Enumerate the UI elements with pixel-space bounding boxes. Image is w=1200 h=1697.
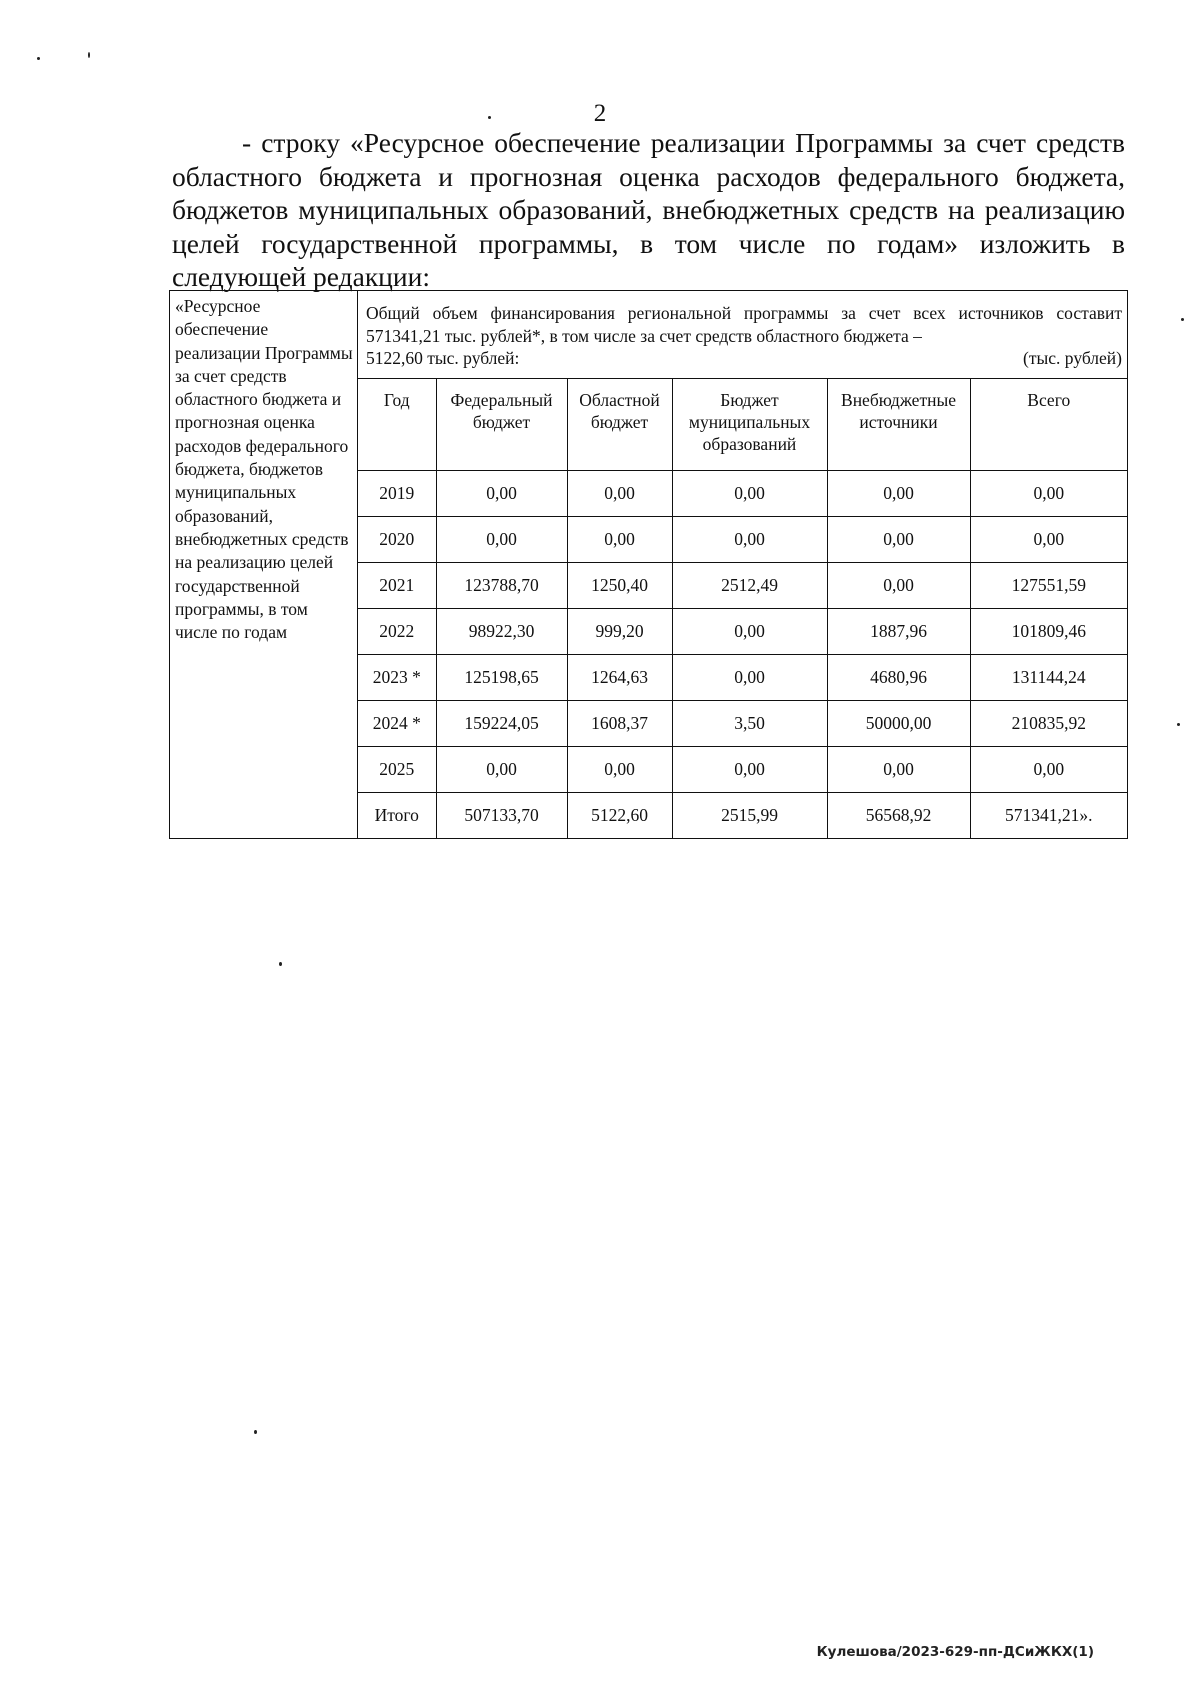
- program-passport-table: [169, 290, 1128, 839]
- table-total-row: [358, 792, 1127, 838]
- header-municipal-budget: Бюджет муниципальных образований: [672, 378, 827, 470]
- cell-regional: 0,00: [567, 746, 672, 792]
- funding-intro-unit: (тыс. рублей): [1023, 348, 1122, 368]
- funding-intro: [358, 291, 1127, 378]
- cell-municipal: 0,00: [672, 470, 827, 516]
- scan-speck: [1177, 723, 1180, 726]
- cell-extrabudgetary: 56568,92: [827, 792, 970, 838]
- cell-municipal: 0,00: [672, 746, 827, 792]
- header-extrabudgetary-sources: Внебюджетные источники: [827, 378, 970, 470]
- scan-speck: [279, 962, 282, 966]
- scan-speck: [1181, 318, 1184, 321]
- cell-federal: 98922,30: [436, 608, 567, 654]
- cell-year: 2019: [358, 470, 436, 516]
- document-footer-id: Кулешова/2023-629-пп-ДСиЖКХ(1): [816, 1644, 1094, 1660]
- cell-federal: 0,00: [436, 516, 567, 562]
- table-row: [358, 700, 1127, 746]
- cell-regional: 0,00: [567, 516, 672, 562]
- cell-year: 2023 *: [358, 654, 436, 700]
- cell-total: 571341,21».: [970, 792, 1127, 838]
- cell-federal: 159224,05: [436, 700, 567, 746]
- cell-federal: 0,00: [436, 470, 567, 516]
- page-number: 2: [593, 100, 607, 127]
- cell-regional: 5122,60: [567, 792, 672, 838]
- cell-year: 2025: [358, 746, 436, 792]
- cell-regional: 1608,37: [567, 700, 672, 746]
- cell-federal: 125198,65: [436, 654, 567, 700]
- funding-intro-last-line: [366, 347, 1122, 370]
- cell-municipal: 0,00: [672, 516, 827, 562]
- cell-total: 0,00: [970, 516, 1127, 562]
- passport-label: «Ресурсное обеспечение реализации Программы за счет средств областного бюджета и прогнозная оценка расходов федерального бюджета, бюджетов муниципальных образований, внебюджетных средств на реализацию целей государственной программы, в том числе по годам: [175, 296, 353, 643]
- cell-extrabudgetary: 50000,00: [827, 700, 970, 746]
- cell-total: 131144,24: [970, 654, 1127, 700]
- table-row: [358, 562, 1127, 608]
- cell-federal: 123788,70: [436, 562, 567, 608]
- header-regional-budget: Областной бюджет: [567, 378, 672, 470]
- funding-intro-main: Общий объем финансирования региональной программы за счет всех источников составит 571341,21 тыс. рублей*, в том числе за счет средств областного бюджета –: [366, 303, 1122, 346]
- cell-year: 2021: [358, 562, 436, 608]
- cell-municipal: 0,00: [672, 608, 827, 654]
- header-total: Всего: [970, 378, 1127, 470]
- header-federal-budget: Федеральный бюджет: [436, 378, 567, 470]
- cell-year: 2022: [358, 608, 436, 654]
- cell-total: 0,00: [970, 470, 1127, 516]
- cell-municipal: 2515,99: [672, 792, 827, 838]
- passport-label-cell: [170, 291, 358, 839]
- table-row: [358, 608, 1127, 654]
- funding-intro-amount: 5122,60 тыс. рублей:: [366, 348, 520, 368]
- cell-federal: 507133,70: [436, 792, 567, 838]
- cell-regional: 999,20: [567, 608, 672, 654]
- cell-total: 127551,59: [970, 562, 1127, 608]
- table-header-row: [358, 378, 1127, 470]
- cell-extrabudgetary: 1887,96: [827, 608, 970, 654]
- amendment-paragraph: - строку «Ресурсное обеспечение реализации Программы за счет средств областного бюджета и прогнозная оценка расходов федерального бюджета, бюджетов муниципальных образований, внебюджетных средств на реализацию целей государственной программы, в том числе по годам» изложить в следующей редакции:: [172, 127, 1125, 292]
- cell-federal: 0,00: [436, 746, 567, 792]
- cell-year: 2020: [358, 516, 436, 562]
- cell-municipal: 2512,49: [672, 562, 827, 608]
- cell-total: 0,00: [970, 746, 1127, 792]
- scan-speck: [88, 52, 90, 58]
- header-year: Год: [358, 378, 436, 470]
- cell-municipal: 0,00: [672, 654, 827, 700]
- cell-year: Итого: [358, 792, 436, 838]
- cell-extrabudgetary: 0,00: [827, 562, 970, 608]
- cell-regional: 1264,63: [567, 654, 672, 700]
- cell-regional: 0,00: [567, 470, 672, 516]
- scan-speck: [37, 57, 40, 60]
- cell-regional: 1250,40: [567, 562, 672, 608]
- cell-total: 101809,46: [970, 608, 1127, 654]
- table-row: [358, 516, 1127, 562]
- scan-speck: [254, 1430, 257, 1434]
- cell-extrabudgetary: 4680,96: [827, 654, 970, 700]
- cell-extrabudgetary: 0,00: [827, 470, 970, 516]
- cell-year: 2024 *: [358, 700, 436, 746]
- cell-total: 210835,92: [970, 700, 1127, 746]
- funding-by-year-table: [358, 378, 1127, 838]
- table-row: [358, 746, 1127, 792]
- table-row: [358, 654, 1127, 700]
- table-row: [358, 470, 1127, 516]
- passport-content-cell: [358, 291, 1128, 839]
- cell-extrabudgetary: 0,00: [827, 516, 970, 562]
- cell-municipal: 3,50: [672, 700, 827, 746]
- cell-extrabudgetary: 0,00: [827, 746, 970, 792]
